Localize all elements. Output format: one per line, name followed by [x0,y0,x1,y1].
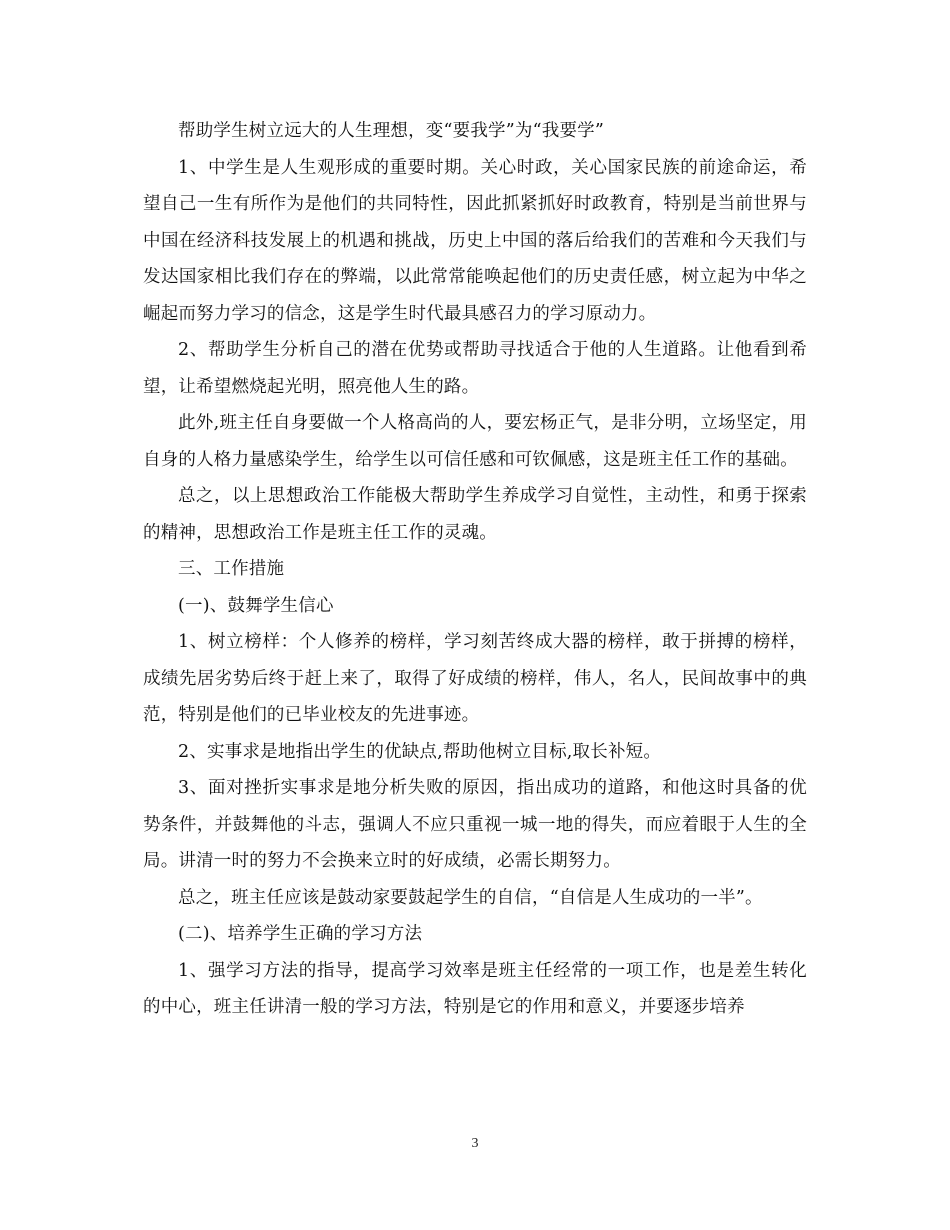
paragraph-moreover: 此外,班主任自身要做一个人格高尚的人，要宏杨正气，是非分明，立场坚定，用自身的人格力量感染学生，给学生以可信任感和可钦佩感，这是班主任工作的基础。 [143,413,807,470]
paragraph-1: 1、中学生是人生观形成的重要时期。关心时政，关心国家民族的前途命运，希望自己一生有所作为是他们的共同特性，因此抓紧抓好时政教育，特别是当前世界与中国在经济科技发展上的机遇和挑战，历史上中国的落后给我们的苦难和今天我们与发达国家相比我们存在的弊端，以此常常能唤起他们的历史责任感，树立起为中华之崛起而努力学习的信念，这是学生时代最具感召力的学习原动力。 [143,157,807,324]
paragraph-2: 2、帮助学生分析自己的潜在优势或帮助寻找适合于他的人生道路。让他看到希望，让希望燃烧起光明，照亮他人生的路。 [143,340,807,397]
document-body [143,113,807,1026]
paragraph-summary-2: 总之，班主任应该是鼓动家要鼓起学生的自信，“自信是人生成功的一半”。 [178,887,763,908]
page-number: 3 [471,1136,479,1151]
paragraph-strengths: 2、实事求是地指出学生的优缺点,帮助他树立目标,取长补短。 [178,741,662,762]
paragraph-heading-ideal: 帮助学生树立远大的人生理想，变“要我学”为“我要学” [178,121,604,141]
section-heading-measures: 三、工作措施 [178,559,285,579]
subsection-heading-2: (二)、培养学生正确的学习方法 [178,924,423,944]
paragraph-study-methods: 1、强学习方法的指导，提高学习效率是班主任经常的一项工作，也是差生转化的中心，班主任讲清一般的学习方法，特别是它的作用和意义，并要逐步培养 [143,960,807,1017]
subsection-heading-1: (一)、鼓舞学生信心 [178,595,334,616]
paragraph-summary-1: 总之，以上思想政治工作能极大帮助学生养成学习自觉性，主动性，和勇于探索的精神，思想政治工作是班主任工作的灵魂。 [143,486,807,543]
paragraph-setbacks: 3、面对挫折实事求是地分析失败的原因，指出成功的道路，和他这时具备的优势条件，并鼓舞他的斗志，强调人不应只重视一城一地的得失，而应着眼于人生的全局。讲清一时的努力不会换来立时的好成绩，必需长期努力。 [143,778,807,871]
paragraph-role-model: 1、树立榜样：个人修养的榜样，学习刻苦终成大器的榜样，敢于拼搏的榜样，成绩先居劣势后终于赶上来了，取得了好成绩的榜样，伟人，名人，民间故事中的典范，特别是他们的已毕业校友的先进事迹。 [143,632,807,725]
